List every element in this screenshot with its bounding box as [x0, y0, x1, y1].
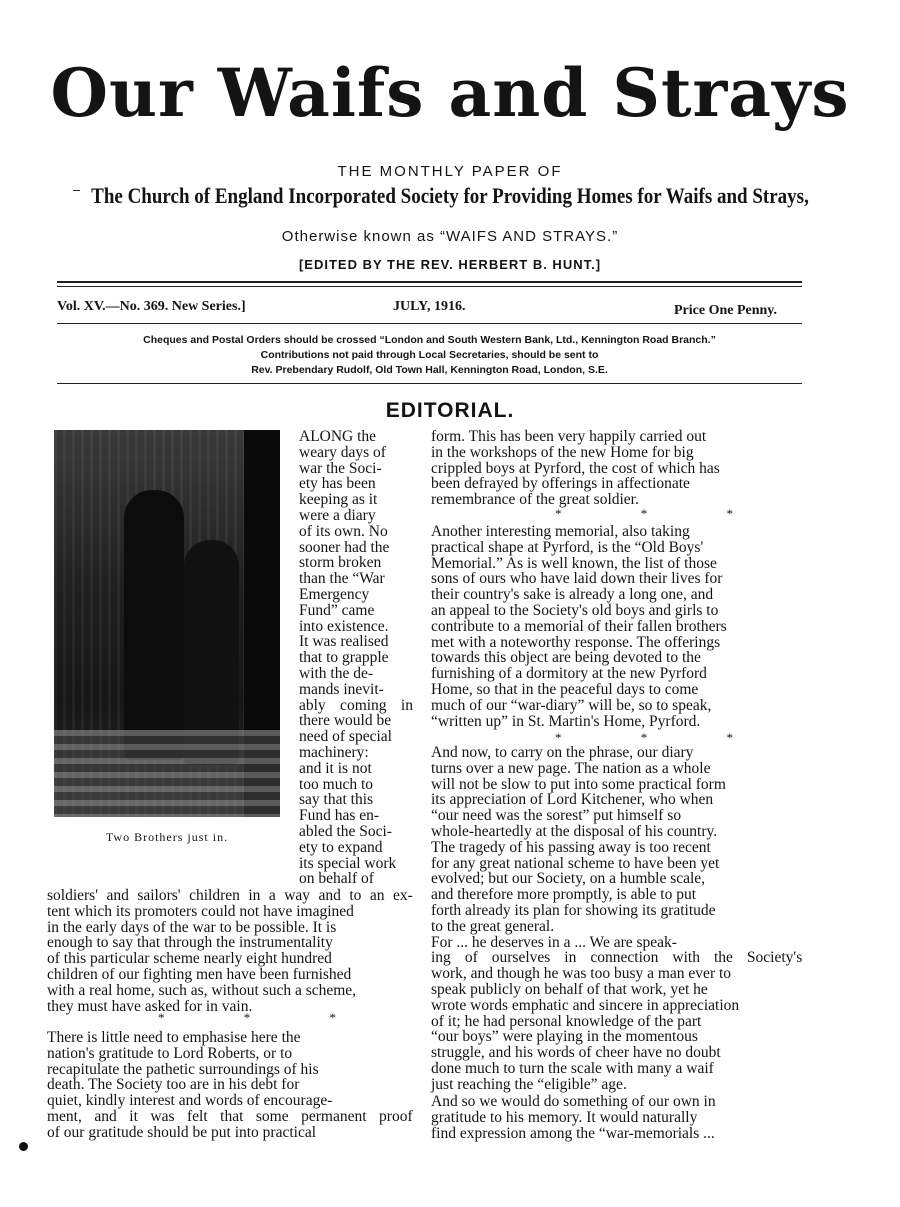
text-line: in the workshops of the new Home for big [431, 443, 694, 461]
text-line: nation's gratitude to Lord Roberts, or to [47, 1044, 293, 1062]
text-line: than the “War [299, 570, 385, 588]
text-line: find expression among the “war-memorials ... [431, 1124, 715, 1142]
text-line: The tragedy of his passing away is too recent [431, 838, 711, 856]
text-line: in the early days of the war to be possible. It is [47, 918, 337, 936]
text-line: Memorial.” As is well known, the list of those [431, 554, 717, 572]
text-line: say that this [299, 791, 374, 809]
editor-line: [EDITED BY THE REV. HERBERT B. HUNT.] [298, 257, 602, 272]
boy-figure [124, 490, 184, 760]
text-line: Fund has en- [299, 807, 380, 825]
text-line: ety to expand [299, 838, 383, 856]
text-line: its appreciation of Lord Kitchener, who when [431, 791, 714, 809]
text-line: struggle, and his words of cheer have no doubt [431, 1044, 721, 1062]
text-line: of this particular scheme nearly eight hundred [47, 950, 332, 968]
right-column-paragraph [431, 1094, 716, 1141]
editorial-heading: EDITORIAL. [385, 399, 515, 422]
left-column-narrow [299, 429, 413, 887]
text-line: met with a noteworthy response. The offerings [431, 633, 721, 651]
text-line: turns over a new page. The nation as a whole [431, 759, 711, 777]
text-line: It was realised [299, 633, 389, 651]
text-line: ety has been [299, 475, 376, 493]
text-line: with the de- [299, 664, 374, 682]
text-line: form. This has been very happily carried out [431, 428, 707, 445]
text-line: keeping as it [299, 491, 378, 509]
text-line: weary days of [299, 443, 386, 461]
right-column-paragraph [431, 429, 720, 508]
text-line: wrote words emphatic and sincere in appreciation [431, 996, 740, 1014]
section-stars: * * * [555, 730, 771, 745]
text-line: speak publicly on behalf of that work, yet he [431, 980, 708, 998]
text-line: for any great national scheme to have been yet [431, 854, 720, 872]
text-line: sooner had the [299, 538, 390, 556]
text-line: There is little need to emphasise here the [47, 1029, 301, 1046]
text-line: And now, to carry on the phrase, our diary [431, 744, 694, 761]
text-line: of our gratitude should be put into practical [47, 1123, 317, 1141]
notice-line: Contributions not paid through Local Secretaries, should be sent to [260, 349, 599, 361]
photo-two-brothers [54, 430, 280, 817]
text-line: with a real home, such as, without such a scheme, [47, 981, 357, 999]
issue-date: JULY, 1916. [393, 299, 466, 314]
notice-line: Rev. Prebendary Rudolf, Old Town Hall, Kennington Road, London, S.E. [251, 364, 608, 376]
text-line: enough to say that through the instrumentality [47, 934, 333, 952]
text-line: “our boys” were playing in the momentous [431, 1028, 698, 1046]
section-stars: * * * [158, 1010, 374, 1025]
text-line: death. The Society too are in his debt for [47, 1076, 300, 1094]
text-line: recapitulate the pathetic surroundings of his [47, 1060, 319, 1078]
text-line: For ... he deserves in a ... We are speak- [431, 933, 677, 951]
text-line: much of our “war-diary” will be, so to speak, [431, 696, 712, 714]
text-line: they must have asked for in vain. [47, 997, 253, 1015]
masthead-title: Our Waifs and Strays [50, 54, 850, 132]
text-line: practical shape at Pyrford, is the “Old Boys' [431, 538, 704, 556]
text-line: to the great general. [431, 917, 555, 935]
text-line: war the Soci- [299, 459, 382, 477]
rule-bottom [57, 383, 802, 384]
text-line: of it; he had personal knowledge of the part [431, 1012, 702, 1030]
society-name: The Church of England Incorporated Society for Providing Homes for Waifs and Strays, [91, 184, 809, 209]
section-stars: * * * [555, 506, 771, 521]
text-line: that to grapple [299, 649, 389, 667]
ink-dot [19, 1142, 28, 1151]
text-line: and therefore more promptly, is able to put [431, 886, 696, 904]
price: Price One Penny. [674, 303, 778, 318]
text-line: storm broken [299, 554, 382, 572]
photo-caption: Two Brothers just in. [105, 830, 229, 844]
text-line: done much to turn the scale with many a waif [431, 1059, 714, 1077]
text-line: quiet, kindly interest and words of encourage- [47, 1092, 333, 1110]
text-line: towards this object are being devoted to the [431, 649, 701, 667]
text-line: Home, so that in the peaceful days to come [431, 680, 699, 698]
text-line: remembrance of the great soldier. [431, 491, 639, 509]
left-column-paragraph [47, 1030, 413, 1141]
text-line: an appeal to the Society's old boys and girls to [431, 601, 719, 619]
text-line: children of our fighting men have been furnished [47, 965, 352, 983]
text-line: were a diary [299, 506, 376, 524]
text-line: furnishing of a dormitory at the new Pyrford [431, 665, 707, 683]
text-line: need of special [299, 728, 392, 746]
text-line: ably coming in [299, 696, 413, 714]
text-line: Fund” came [299, 601, 375, 619]
volume-info: Vol. XV.—No. 369. New Series.] [57, 299, 246, 314]
text-line: into existence. [299, 617, 389, 635]
rule-top [57, 281, 802, 283]
text-line: sons of ours who have laid down their lives for [431, 570, 723, 588]
text-line: evolved; but our Society, on a humble scale, [431, 870, 706, 888]
text-line: forth already its plan for showing its gratitude [431, 901, 716, 919]
text-line: “our need was the sorest” put himself so [431, 807, 682, 825]
text-line: too much to [299, 775, 374, 793]
text-line: contribute to a memorial of their fallen brothers [431, 617, 727, 635]
text-line: tent which its promoters could not have imagined [47, 902, 354, 920]
text-line: on behalf of [299, 870, 374, 888]
text-line: whole-heartedly at the disposal of his country. [431, 822, 718, 840]
text-line: mands inevit- [299, 680, 384, 698]
text-line: been defrayed by offerings in affectionate [431, 475, 690, 493]
right-column-paragraph [431, 745, 802, 1093]
rule-mid [57, 323, 802, 324]
text-line: will not be slow to put into some practical form [431, 775, 726, 793]
text-line: its special work [299, 854, 397, 872]
text-line: of its own. No [299, 522, 388, 540]
text-line: ment, and it was felt that some permanent proof [47, 1107, 413, 1125]
otherwise-known-as: Otherwise known as “WAIFS AND STRAYS.” [281, 228, 619, 245]
text-line: ing of ourselves in connection with the Society's [431, 949, 803, 967]
text-line: abled the Soci- [299, 822, 392, 840]
text-line: and it is not [299, 759, 372, 777]
text-line: there would be [299, 712, 392, 730]
rule-top-thin [57, 286, 802, 287]
text-line: crippled boys at Pyrford, the cost of which has [431, 459, 720, 477]
subtitle: THE MONTHLY PAPER OF [337, 163, 563, 180]
text-line: “written up” in St. Martin's Home, Pyrford. [431, 712, 701, 730]
text-line: soldiers' and sailors' children in a way and to an ex- [47, 887, 413, 904]
notice-line: Cheques and Postal Orders should be crossed “London and South Western Bank, Ltd., Kennington Road Branch.” [143, 334, 716, 346]
text-line: And so we would do something of our own in [431, 1093, 716, 1110]
text-line: their country's sake is already a long one, and [431, 586, 714, 604]
text-line: machinery: [299, 743, 369, 761]
text-line: Emergency [299, 585, 370, 603]
text-line: Another interesting memorial, also taking [431, 523, 690, 540]
text-line: just reaching the “eligible” age. [431, 1075, 627, 1093]
right-column-paragraph [431, 524, 727, 729]
text-line: gratitude to his memory. It would naturally [431, 1108, 698, 1126]
text-line: work, and though he was too busy a man ever to [431, 965, 732, 983]
text-line: ALONG the [299, 428, 377, 445]
left-column-paragraph [47, 888, 413, 1014]
